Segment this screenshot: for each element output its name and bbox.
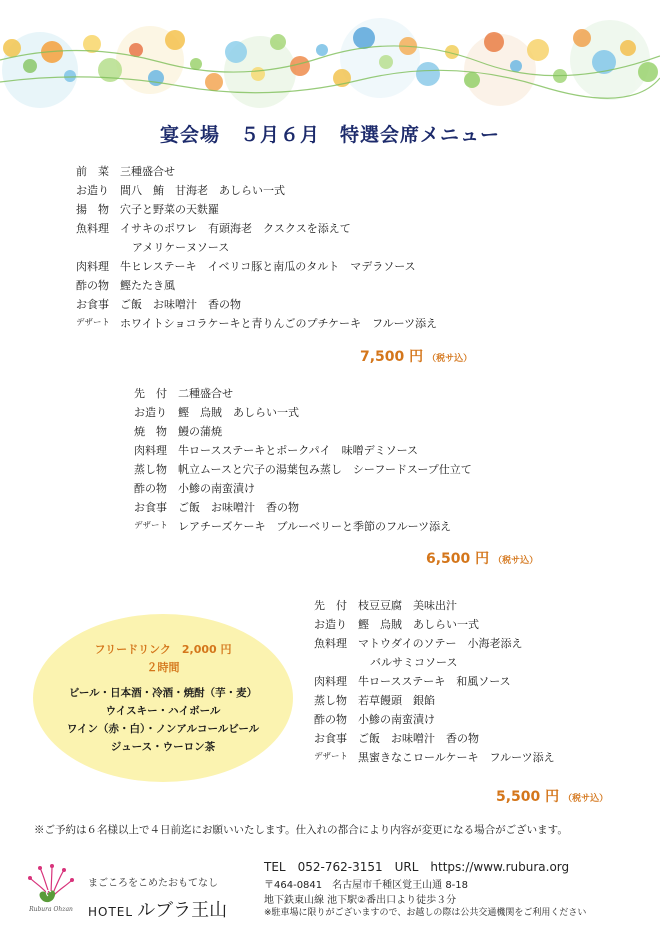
item-label: お食事: [134, 501, 167, 514]
reservation-note: ※ご予約は６名様以上で４日前迄にお願いいたします。仕入れの都合により内容が変更になる場合がございます。: [34, 824, 568, 836]
price-amount: 7,500 円: [360, 349, 424, 365]
item-label: 蒸し物: [314, 694, 347, 707]
drink-line: ワイン（赤・白）・ノンアルコールビール: [66, 723, 260, 735]
menu-item: [134, 403, 614, 422]
item-text: レアチーズケーキ ブルーベリーと季節のフルーツ添え: [178, 520, 452, 533]
item-text: 鰻の蒲焼: [178, 425, 222, 438]
item-label: 酢の物: [314, 713, 347, 726]
menu-item: [134, 479, 614, 498]
price-course-2: [426, 548, 538, 568]
item-text: バルサミコソース: [370, 656, 458, 669]
item-label: 魚料理: [314, 637, 347, 650]
item-label: 先 付: [314, 599, 347, 612]
menu-item: [76, 257, 596, 276]
menu-item: [134, 498, 614, 517]
item-label: デザート: [134, 521, 169, 531]
menu-item: [134, 384, 614, 403]
item-text: ご飯 お味噌汁 香の物: [120, 298, 241, 311]
menu-item: [76, 314, 596, 333]
item-text: 鰹 烏賊 あしらい一式: [358, 618, 479, 631]
contact-access: 地下鉄東山線 池下駅②番出口より徒歩３分: [264, 895, 457, 906]
drink-line: ジュース・ウーロン茶: [110, 741, 216, 753]
menu-item: [76, 162, 596, 181]
item-text: マトウダイのソテー 小海老添え: [358, 637, 523, 650]
menu-item: [314, 615, 634, 634]
menu-item: [76, 181, 596, 200]
menu-item: [134, 441, 614, 460]
menu-item: [76, 219, 596, 238]
item-text: 牛ヒレステーキ イベリコ豚と南瓜のタルト マデラソース: [120, 260, 416, 273]
menu-item: [314, 634, 634, 653]
item-text: ご飯 お味噌汁 香の物: [178, 501, 299, 514]
item-label: お造り: [314, 618, 347, 631]
drink-duration: ２時間: [146, 661, 180, 674]
item-label: お食事: [76, 298, 109, 311]
item-text: 小鯵の南蛮漬け: [178, 482, 255, 495]
item-text: 二種盛合せ: [178, 387, 233, 400]
item-text: イサキのポワレ 有頭海老 クスクスを添えて: [120, 222, 351, 235]
item-label: 酢の物: [134, 482, 167, 495]
item-text: 穴子と野菜の天麩羅: [120, 203, 219, 216]
item-text: 牛ロースステーキとポークパイ 味噌デミソース: [178, 444, 419, 457]
item-label: デザート: [314, 752, 349, 762]
menu-item: [314, 653, 634, 672]
menu-item: [134, 422, 614, 441]
hotel-name: [88, 896, 227, 922]
item-text: 枝豆豆腐 美味出汁: [358, 599, 457, 612]
item-text: 黒蜜きなこロールケーキ フルーツ添え: [358, 751, 555, 764]
item-label: 焼 物: [134, 425, 167, 438]
menu-item: [76, 276, 596, 295]
price-tax-note: （税サ込）: [493, 556, 539, 566]
item-text: 帆立ムースと穴子の湯葉包み蒸し シーフードスープ仕立て: [178, 463, 472, 476]
item-label: 肉料理: [76, 260, 109, 273]
item-text: 若草饅頭 銀餡: [358, 694, 435, 707]
menu-course-1: [76, 162, 596, 333]
menu-item: [76, 238, 596, 257]
item-label: 肉料理: [314, 675, 347, 688]
price-course-3: [496, 786, 608, 806]
price-course-1: [360, 346, 472, 366]
menu-item: [314, 691, 634, 710]
item-label: お食事: [314, 732, 347, 745]
item-text: 三種盛合せ: [120, 165, 175, 178]
menu-course-2: [134, 384, 614, 536]
item-text: 鰹たたき風: [120, 279, 175, 292]
item-text: 鰹 烏賊 あしらい一式: [178, 406, 299, 419]
price-amount: 6,500 円: [426, 551, 490, 567]
item-text: 小鯵の南蛮漬け: [358, 713, 435, 726]
item-label: 魚料理: [76, 222, 109, 235]
contact-address: 〒464-0841 名古屋市千種区覚王山通 8-18: [264, 880, 469, 891]
hotel-name-en: HOTEL: [88, 905, 134, 919]
item-label: お造り: [76, 184, 109, 197]
item-label: お造り: [134, 406, 167, 419]
price-tax-note: （税サ込）: [427, 354, 473, 364]
parking-note: ※駐車場に限りがございますので、お越しの際は公共交通機関をご利用ください: [264, 908, 587, 918]
price-tax-note: （税サ込）: [563, 794, 609, 804]
menu-item: [134, 460, 614, 479]
free-drink-panel: [32, 613, 294, 783]
menu-item: [76, 295, 596, 314]
menu-item: [134, 517, 614, 536]
drink-line: ビール・日本酒・冷酒・焼酎（芋・麦）: [68, 687, 258, 699]
menu-item: [314, 729, 634, 748]
drink-line: ウイスキー・ハイボール: [105, 705, 221, 717]
item-label: 揚 物: [76, 203, 109, 216]
menu-item: [314, 596, 634, 615]
price-amount: 5,500 円: [496, 789, 560, 805]
item-label: 前 菜: [76, 165, 109, 178]
menu-item: [314, 710, 634, 729]
menu-item: [314, 748, 634, 767]
page-title: 宴会場 ５月６月 特選会席メニュー: [159, 124, 500, 146]
item-text: ホワイトショコラケーキと青りんごのプチケーキ フルーツ添え: [120, 317, 438, 330]
item-text: 牛ロースステーキ 和風ソース: [358, 675, 511, 688]
item-label: 肉料理: [134, 444, 167, 457]
item-label: デザート: [76, 318, 111, 328]
drink-heading: フリードリンク 2,000 円: [94, 643, 232, 656]
item-label: 先 付: [134, 387, 167, 400]
hotel-tagline: まごころをこめたおもてなし: [88, 878, 218, 889]
item-label: 蒸し物: [134, 463, 167, 476]
item-text: 間八 鮪 甘海老 あしらい一式: [120, 184, 285, 197]
menu-item: [76, 200, 596, 219]
contact-tel-url: TEL 052-762-3151 URL https://www.rubura.org: [264, 860, 570, 874]
item-text: アメリケーヌソース: [132, 241, 230, 254]
item-text: ご飯 お味噌汁 香の物: [358, 732, 479, 745]
item-label: 酢の物: [76, 279, 109, 292]
logo-text: Rubura Ohzan: [29, 906, 73, 913]
menu-item: [314, 672, 634, 691]
hotel-name-jp: ルブラ王山: [137, 900, 228, 921]
floral-banner: [0, 0, 660, 118]
menu-course-3: [314, 596, 634, 767]
